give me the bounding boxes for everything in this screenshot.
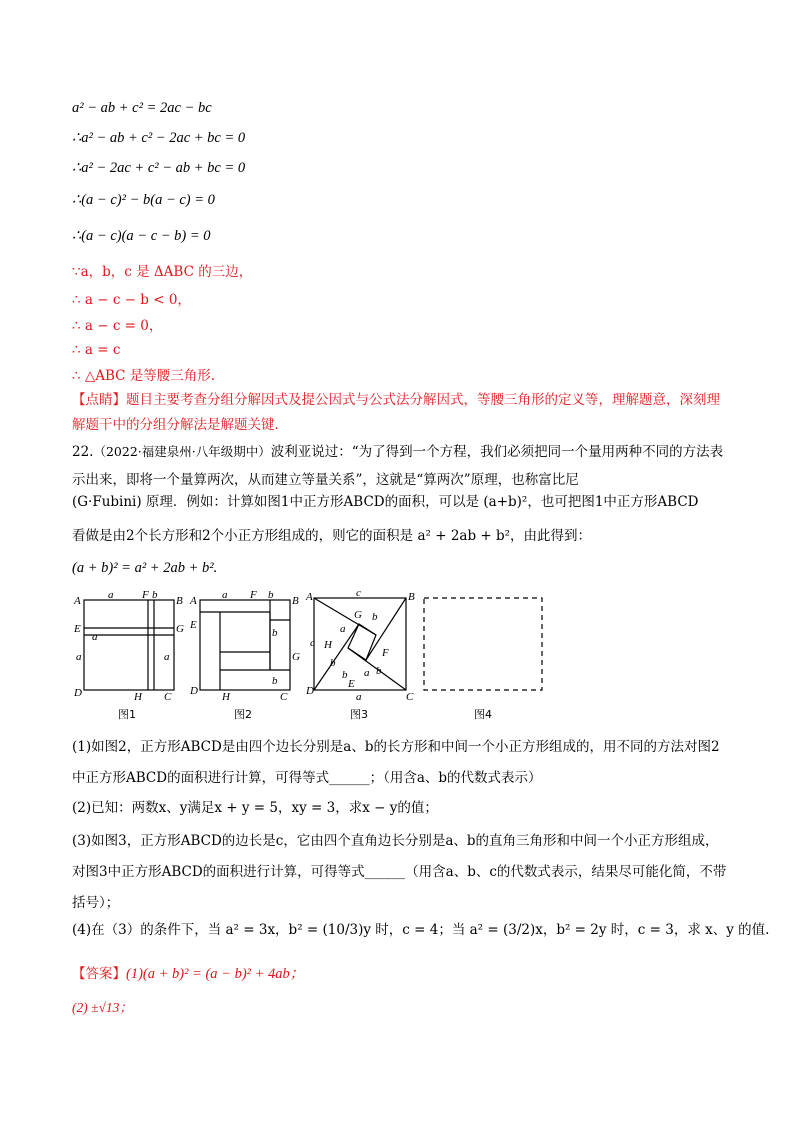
red-line-5: ∴ △ABC 是等腰三角形. xyxy=(72,368,216,384)
svg-text:C: C xyxy=(406,691,414,703)
svg-text:a: a xyxy=(222,590,228,601)
svg-text:E: E xyxy=(74,623,81,635)
svg-text:b: b xyxy=(330,657,336,669)
svg-text:b: b xyxy=(272,627,278,639)
svg-text:B: B xyxy=(292,595,299,607)
svg-text:b: b xyxy=(152,590,158,601)
solution-line-3: ∴a² − 2ac + c² − ab + bc = 0 xyxy=(72,160,246,176)
problem-formula: (a + b)² = a² + 2ab + b². xyxy=(72,560,218,576)
red-line-3: ∴ a − c = 0， xyxy=(72,318,163,334)
answer-line-1 xyxy=(72,962,304,983)
red-line-2: ∴ a − c − b < 0， xyxy=(72,292,191,308)
svg-text:H: H xyxy=(222,691,230,703)
svg-text:a: a xyxy=(364,667,370,679)
figure-1-labels xyxy=(73,590,184,703)
svg-text:E: E xyxy=(190,619,197,631)
svg-text:G: G xyxy=(354,609,362,621)
svg-text:b: b xyxy=(268,590,274,601)
svg-text:G: G xyxy=(176,623,184,635)
svg-text:b: b xyxy=(376,665,382,677)
svg-text:B: B xyxy=(408,591,415,603)
figure-3-labels xyxy=(305,590,415,703)
figures-svg xyxy=(72,590,552,725)
svg-text:A: A xyxy=(190,595,197,607)
svg-text:E: E xyxy=(348,678,355,690)
svg-text:b: b xyxy=(272,675,278,687)
problem-intro-text: 波利亚说过：“为了得到一个方程，我们必须把同一个量用两种不同的方法表示出来，即将一个量算两次，从而建立等量关系”，这就是“算两次”原理，也称富比尼 xyxy=(72,444,724,488)
svg-text:C: C xyxy=(280,691,288,703)
svg-text:b: b xyxy=(342,669,348,681)
svg-text:c: c xyxy=(356,590,361,599)
dianjing-text: 题目主要考查分组分解因式及提公因式与公式法分解因式，等腰三角形的定义等，理解题意，深刻理解题干中的分组分解法是解题关键. xyxy=(72,392,720,433)
figure-1-caption: 图1 xyxy=(118,708,136,721)
problem-source: （2022·福建泉州·八年级期中） xyxy=(93,444,271,459)
svg-text:G: G xyxy=(292,651,300,663)
svg-text:a: a xyxy=(76,651,82,663)
svg-text:a: a xyxy=(92,631,98,643)
svg-text:D: D xyxy=(74,687,82,699)
red-line-1: ∵a，b，c 是 ΔABC 的三边， xyxy=(72,264,253,280)
svg-text:b: b xyxy=(372,611,378,623)
figure-2-caption: 图2 xyxy=(234,708,252,721)
answer-2: (2) ±√13； xyxy=(72,1000,133,1015)
svg-text:A: A xyxy=(74,595,81,607)
question-4: (4)在（3）的条件下，当 a² = 3x，b² = (10/3)y 时，c = 4；当 a² = (3/2)x，b² = 2y 时，c = 3，求 x、y 的值. xyxy=(72,922,770,938)
svg-text:a: a xyxy=(108,590,114,601)
answer-tag: 【答案】 xyxy=(72,966,126,982)
svg-text:F: F xyxy=(250,590,257,601)
svg-text:a: a xyxy=(356,691,362,703)
figure-2-labels xyxy=(189,590,300,703)
figure-4 xyxy=(424,598,542,690)
svg-text:D: D xyxy=(190,685,198,697)
question-2: (2)已知：两数x、y满足x + y = 5，xy = 3，求x − y的值； xyxy=(72,800,438,816)
question-1: (1)如图2，正方形ABCD是由四个边长分别是a、b的长方形和中间一个小正方形组成的，用不同的方法对图2中正方形ABCD的面积进行计算，可得等式______；（用含a、b的代数式表示） xyxy=(72,739,720,786)
solution-line-4: ∴(a − c)² − b(a − c) = 0 xyxy=(72,192,215,208)
svg-text:B: B xyxy=(176,595,183,607)
solution-line-2: ∴a² − ab + c² − 2ac + bc = 0 xyxy=(72,130,246,146)
problem-number: 22. xyxy=(72,444,94,460)
svg-text:a: a xyxy=(164,651,170,663)
problem-intro xyxy=(72,438,732,494)
problem-intro-3: 看做是由2个长方形和2个小正方形组成的，则它的面积是 a² + 2ab + b²，由此得到： xyxy=(72,528,592,544)
dianjing-block xyxy=(72,388,732,438)
svg-text:H: H xyxy=(134,691,142,703)
svg-text:F: F xyxy=(142,590,149,601)
figure-4-caption: 图4 xyxy=(474,708,492,721)
problem-intro-2: (G·Fubini) 原理．例如：计算如图1中正方形ABCD的面积，可以是 (a+b)²，也可把图1中正方形ABCD xyxy=(72,494,699,510)
svg-text:A: A xyxy=(306,591,313,603)
svg-text:D: D xyxy=(306,685,314,697)
svg-text:c: c xyxy=(310,637,315,649)
figure-3-caption: 图3 xyxy=(350,708,368,721)
dianjing-tag: 【点睛】 xyxy=(72,392,126,408)
svg-text:a: a xyxy=(340,623,346,635)
svg-text:C: C xyxy=(164,691,172,703)
svg-text:H: H xyxy=(324,639,332,651)
red-line-4: ∴ a = c xyxy=(72,342,121,358)
figures-row xyxy=(72,590,552,725)
solution-line-1: a² − ab + c² = 2ac − bc xyxy=(72,100,212,116)
answer-1: (1)(a + b)² = (a − b)² + 4ab； xyxy=(126,966,305,982)
question-3: (3)如图3，正方形ABCD的边长是c，它由四个直角边长分别是a、b的直角三角形和中间一个小正方形组成，对图3中正方形ABCD的面积进行计算，可得等式______（用含a、b、c的代数式表示，结果尽可能化简，不带括号）； xyxy=(72,833,727,911)
figure-1 xyxy=(84,600,174,690)
solution-line-5: ∴(a − c)(a − c − b) = 0 xyxy=(72,228,211,244)
svg-text:F: F xyxy=(382,647,389,659)
